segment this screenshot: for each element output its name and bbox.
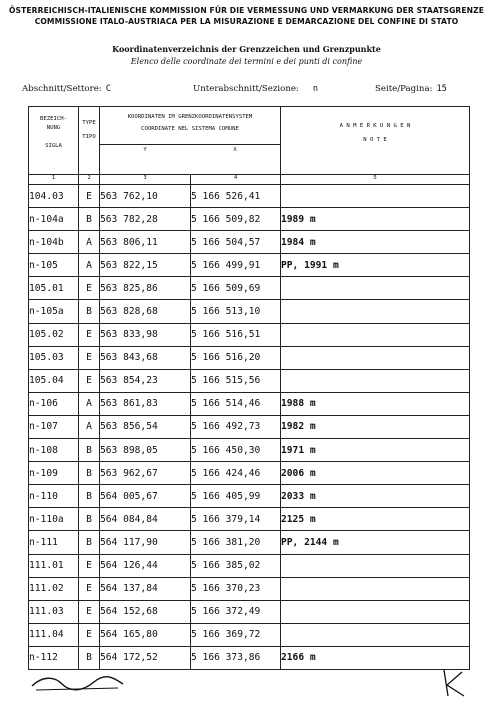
cell-y: 564 137,84 [100, 577, 191, 600]
cell-x: 5 166 370,23 [191, 577, 281, 600]
cell-y: 564 172,52 [100, 646, 191, 669]
document-title-it: Elenco delle coordinate dei termini e dei punti di confine [130, 57, 363, 66]
cell-sigla: n-108 [29, 439, 79, 462]
cell-tipo: E [79, 623, 100, 646]
col-coord-it: COORDINATE NEL SISTEMA COMUNE [141, 126, 239, 132]
cell-x: 5 166 526,41 [191, 185, 281, 208]
header-line-it: COMMISSIONE ITALO-AUSTRIACA PER LA MISURAZIONE E DEMARCAZIONE DEL CONFINE DI STATO [34, 17, 459, 26]
cell-y: 563 782,28 [100, 208, 191, 231]
cell-tipo: B [79, 485, 100, 508]
cell-sigla: n-104b [29, 231, 79, 254]
col-header-coordinates [100, 107, 281, 175]
cell-sigla: 104.03 [29, 185, 79, 208]
cell-x: 5 166 516,51 [191, 323, 281, 346]
cell-tipo: A [79, 231, 100, 254]
cell-x: 5 166 424,46 [191, 462, 281, 485]
cell-x: 5 166 379,14 [191, 508, 281, 531]
cell-y: 564 005,67 [100, 485, 191, 508]
table-row [29, 623, 470, 646]
cell-y: 563 806,11 [100, 231, 191, 254]
col-number: 2 [79, 175, 100, 185]
cell-sigla: 105.02 [29, 323, 79, 346]
cell-tipo: B [79, 439, 100, 462]
cell-sigla: n-109 [29, 462, 79, 485]
cell-tipo: E [79, 554, 100, 577]
cell-tipo: B [79, 208, 100, 231]
cell-x: 5 166 385,02 [191, 554, 281, 577]
cell-tipo: E [79, 369, 100, 392]
cell-y: 563 962,67 [100, 462, 191, 485]
cell-note [281, 185, 470, 208]
col-header-note [281, 107, 470, 175]
cell-tipo: E [79, 600, 100, 623]
cell-sigla: n-111 [29, 531, 79, 554]
col-note-it: N O T E [363, 137, 387, 143]
cell-note: 2125 m [281, 508, 470, 531]
cell-note: 1984 m [281, 231, 470, 254]
cell-sigla: n-105 [29, 254, 79, 277]
cell-note: 2033 m [281, 485, 470, 508]
cell-y: 564 084,84 [100, 508, 191, 531]
col-tipo-de: TYPE [82, 120, 96, 126]
handwritten-signature [30, 672, 125, 694]
col-number: 5 [281, 175, 470, 185]
section-value: C [105, 84, 111, 94]
cell-y: 563 856,54 [100, 415, 191, 438]
section-label: Abschnitt/Settore: [22, 84, 102, 94]
cell-x: 5 166 381,20 [191, 531, 281, 554]
cell-y: 563 822,15 [100, 254, 191, 277]
cell-tipo: B [79, 531, 100, 554]
table-body [29, 185, 470, 670]
cell-x: 5 166 514,46 [191, 392, 281, 415]
subsection-label: Unterabschnitt/Sezione: [193, 84, 299, 94]
cell-x: 5 166 515,56 [191, 369, 281, 392]
col-number: 4 [191, 175, 281, 185]
page-label: Seite/Pagina: [375, 84, 433, 94]
handwritten-initial [438, 668, 466, 698]
cell-sigla: n-110 [29, 485, 79, 508]
document-title-de: Koordinatenverzeichnis der Grenzzeichen und Grenzpunkte [112, 44, 381, 54]
table-row [29, 231, 470, 254]
section-field [22, 84, 111, 94]
table-row [29, 554, 470, 577]
cell-note: 1971 m [281, 439, 470, 462]
cell-x: 5 166 516,20 [191, 346, 281, 369]
col-tipo-it: TIPO [82, 134, 96, 140]
cell-note [281, 554, 470, 577]
cell-x: 5 166 372,49 [191, 600, 281, 623]
coordinate-table [28, 106, 470, 670]
col-sigla-it: SIGLA [45, 143, 62, 149]
cell-y: 563 843,68 [100, 346, 191, 369]
page-field [375, 84, 447, 94]
cell-y: 563 828,68 [100, 300, 191, 323]
cell-x: 5 166 405,99 [191, 485, 281, 508]
cell-sigla: 111.04 [29, 623, 79, 646]
table-row [29, 439, 470, 462]
table-row [29, 323, 470, 346]
cell-sigla: 105.04 [29, 369, 79, 392]
cell-note [281, 577, 470, 600]
cell-note: PP, 1991 m [281, 254, 470, 277]
cell-note [281, 277, 470, 300]
cell-tipo: B [79, 508, 100, 531]
cell-note [281, 369, 470, 392]
table-row [29, 208, 470, 231]
cell-y: 563 854,23 [100, 369, 191, 392]
cell-sigla: 111.01 [29, 554, 79, 577]
cell-y: 564 126,44 [100, 554, 191, 577]
cell-y: 563 861,83 [100, 392, 191, 415]
table-row [29, 577, 470, 600]
table-row [29, 600, 470, 623]
subsection-value: n [312, 84, 319, 94]
col-sigla-de-1: BEZEICH- [40, 116, 67, 122]
cell-note: 1989 m [281, 208, 470, 231]
cell-tipo: E [79, 323, 100, 346]
cell-sigla: 111.02 [29, 577, 79, 600]
cell-sigla: 105.01 [29, 277, 79, 300]
col-note-de: A N M E R K U N G E N [339, 123, 411, 129]
cell-sigla: n-104a [29, 208, 79, 231]
cell-x: 5 166 509,82 [191, 208, 281, 231]
cell-note [281, 300, 470, 323]
table-row [29, 415, 470, 438]
table-row [29, 369, 470, 392]
cell-y: 563 825,86 [100, 277, 191, 300]
table-row [29, 300, 470, 323]
col-number: 1 [29, 175, 79, 185]
header-line-de: ÖSTERREICHISCH-ITALIENISCHE KOMMISSION FÜR DIE VERMESSUNG UND VERMARKUNG DER STAATSGRENZE [8, 6, 484, 15]
cell-y: 564 152,68 [100, 600, 191, 623]
cell-sigla: 111.03 [29, 600, 79, 623]
cell-sigla: n-110a [29, 508, 79, 531]
table-row [29, 531, 470, 554]
cell-note: 2166 m [281, 646, 470, 669]
cell-y: 563 898,05 [100, 439, 191, 462]
subsection-field [193, 84, 318, 94]
cell-tipo: E [79, 277, 100, 300]
table-row [29, 462, 470, 485]
cell-sigla: 105.03 [29, 346, 79, 369]
cell-note: 1982 m [281, 415, 470, 438]
table-row [29, 508, 470, 531]
col-header-sigla [29, 107, 79, 175]
cell-note [281, 623, 470, 646]
cell-sigla: n-105a [29, 300, 79, 323]
cell-x: 5 166 450,30 [191, 439, 281, 462]
col-header-tipo [79, 107, 100, 175]
cell-note [281, 346, 470, 369]
cell-tipo: E [79, 577, 100, 600]
cell-tipo: A [79, 392, 100, 415]
page-value: 15 [436, 84, 447, 94]
cell-x: 5 166 492,73 [191, 415, 281, 438]
table-row [29, 392, 470, 415]
cell-note [281, 323, 470, 346]
cell-x: 5 166 504,57 [191, 231, 281, 254]
cell-note: 2006 m [281, 462, 470, 485]
cell-y: 563 762,10 [100, 185, 191, 208]
cell-sigla: n-107 [29, 415, 79, 438]
cell-note: PP, 2144 m [281, 531, 470, 554]
cell-x: 5 166 369,72 [191, 623, 281, 646]
cell-tipo: B [79, 646, 100, 669]
col-sigla-de-2: NUNG [46, 125, 61, 131]
cell-y: 564 165,80 [100, 623, 191, 646]
cell-y: 563 833,98 [100, 323, 191, 346]
cell-x: 5 166 373,86 [191, 646, 281, 669]
cell-note: 1988 m [281, 392, 470, 415]
cell-tipo: B [79, 300, 100, 323]
cell-y: 564 117,90 [100, 531, 191, 554]
table-row [29, 277, 470, 300]
table-row [29, 254, 470, 277]
cell-note [281, 600, 470, 623]
coord-subheader [100, 144, 280, 154]
cell-tipo: E [79, 346, 100, 369]
cell-tipo: E [79, 185, 100, 208]
cell-sigla: n-112 [29, 646, 79, 669]
table-row [29, 346, 470, 369]
col-number: 3 [100, 175, 191, 185]
cell-sigla: n-106 [29, 392, 79, 415]
cell-x: 5 166 499,91 [191, 254, 281, 277]
table-row [29, 185, 470, 208]
cell-tipo: B [79, 462, 100, 485]
col-x-label: X [233, 147, 237, 153]
cell-tipo: A [79, 254, 100, 277]
cell-tipo: A [79, 415, 100, 438]
table-row [29, 485, 470, 508]
col-y-label: Y [143, 147, 147, 153]
table-row [29, 646, 470, 669]
cell-x: 5 166 509,69 [191, 277, 281, 300]
col-coord-de: KOORDINATEN IM GRENZKOORDINATENSYSTEM [127, 114, 253, 120]
cell-x: 5 166 513,10 [191, 300, 281, 323]
